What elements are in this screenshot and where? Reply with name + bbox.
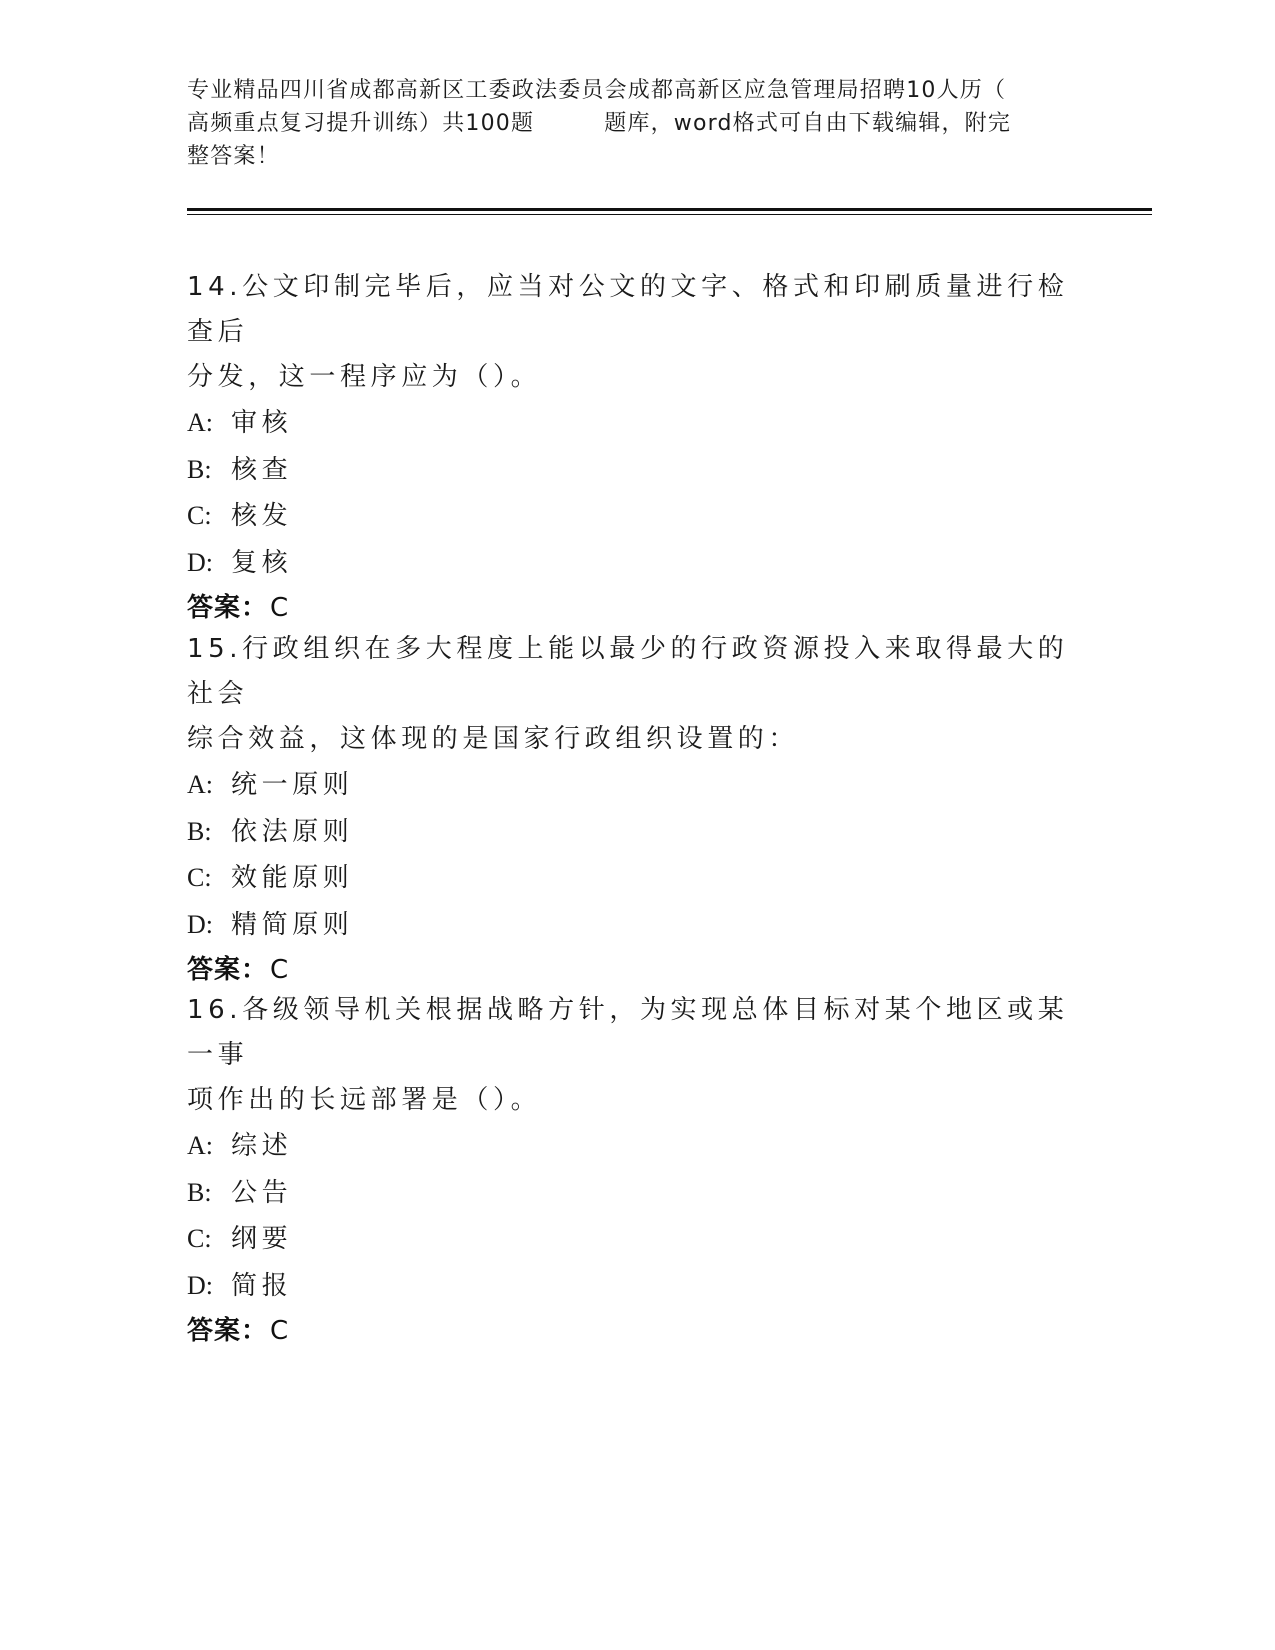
- question-text: [187, 627, 1087, 762]
- option-c: [187, 855, 1087, 902]
- option-letter: A:: [187, 770, 213, 799]
- question-text-line-1: 16.各级领导机关根据战略方针，为实现总体目标对某个地区或某一事: [187, 995, 1069, 1070]
- option-c: [187, 493, 1087, 540]
- question-text: [187, 265, 1087, 400]
- option-text: 精简原则: [231, 909, 354, 940]
- question-text-line-1: 14.公文印制完毕后，应当对公文的文字、格式和印刷质量进行检查后: [187, 272, 1069, 347]
- option-text: 核查: [231, 454, 293, 485]
- answer-value: C: [270, 955, 290, 985]
- option-text: 纲要: [231, 1224, 293, 1254]
- option-letter: D:: [187, 547, 213, 577]
- question-16: [187, 988, 1087, 1354]
- answer-label: 答案：: [187, 955, 269, 985]
- answer-line: [187, 1309, 1087, 1354]
- answer-value: C: [270, 593, 290, 623]
- header-line-3: 整答案！: [187, 144, 280, 169]
- question-text-line-2: 分发，这一程序应为（）。: [187, 362, 542, 392]
- option-text: 简报: [231, 1270, 293, 1301]
- option-text: 统一原则: [231, 770, 354, 800]
- question-text-line-1: 15.行政组织在多大程度上能以最少的行政资源投入来取得最大的社会: [187, 634, 1069, 709]
- header-divider-thick: [187, 208, 1152, 211]
- option-a: [187, 762, 1087, 809]
- option-letter: C:: [187, 1224, 212, 1253]
- answer-line: [187, 948, 1087, 993]
- option-letter: A:: [187, 408, 213, 437]
- option-a: [187, 1123, 1087, 1170]
- option-text: 综述: [231, 1131, 293, 1161]
- option-text: 审核: [231, 408, 293, 438]
- option-letter: D:: [187, 909, 213, 939]
- answer-label: 答案：: [187, 1316, 269, 1346]
- option-a: [187, 400, 1087, 447]
- option-b: [187, 809, 1087, 856]
- option-letter: A:: [187, 1131, 213, 1160]
- option-text: 复核: [231, 547, 293, 578]
- option-letter: C:: [187, 863, 212, 892]
- header-line-2: [187, 107, 1067, 140]
- answer-value: C: [270, 1316, 290, 1346]
- option-b: [187, 1170, 1087, 1217]
- header-line-1: 专业精品四川省成都高新区工委政法委员会成都高新区应急管理局招聘10人历（: [187, 78, 1007, 103]
- document-header: [187, 74, 1067, 173]
- question-text-line-2: 综合效益，这体现的是国家行政组织设置的：: [187, 724, 800, 754]
- option-text: 公告: [231, 1177, 293, 1208]
- option-letter: B:: [187, 816, 212, 846]
- question-15: [187, 627, 1087, 993]
- question-text: [187, 988, 1087, 1123]
- answer-line: [187, 586, 1087, 631]
- header-divider-thin: [187, 214, 1152, 215]
- option-d: [187, 540, 1087, 587]
- option-letter: B:: [187, 1177, 212, 1207]
- option-text: 效能原则: [231, 863, 354, 893]
- option-letter: B:: [187, 454, 212, 484]
- option-d: [187, 902, 1087, 949]
- question-text-line-2: 项作出的长远部署是（）。: [187, 1085, 542, 1115]
- option-text: 核发: [231, 501, 293, 531]
- question-14: [187, 265, 1087, 631]
- header-line-2-part-1: 高频重点复习提升训练）共100题: [187, 111, 535, 136]
- option-letter: C:: [187, 501, 212, 530]
- option-b: [187, 447, 1087, 494]
- option-d: [187, 1263, 1087, 1310]
- header-line-2-part-2: 题库，word格式可自由下载编辑，附完: [604, 111, 1012, 136]
- option-letter: D:: [187, 1270, 213, 1300]
- option-text: 依法原则: [231, 816, 354, 847]
- answer-label: 答案：: [187, 593, 269, 623]
- option-c: [187, 1216, 1087, 1263]
